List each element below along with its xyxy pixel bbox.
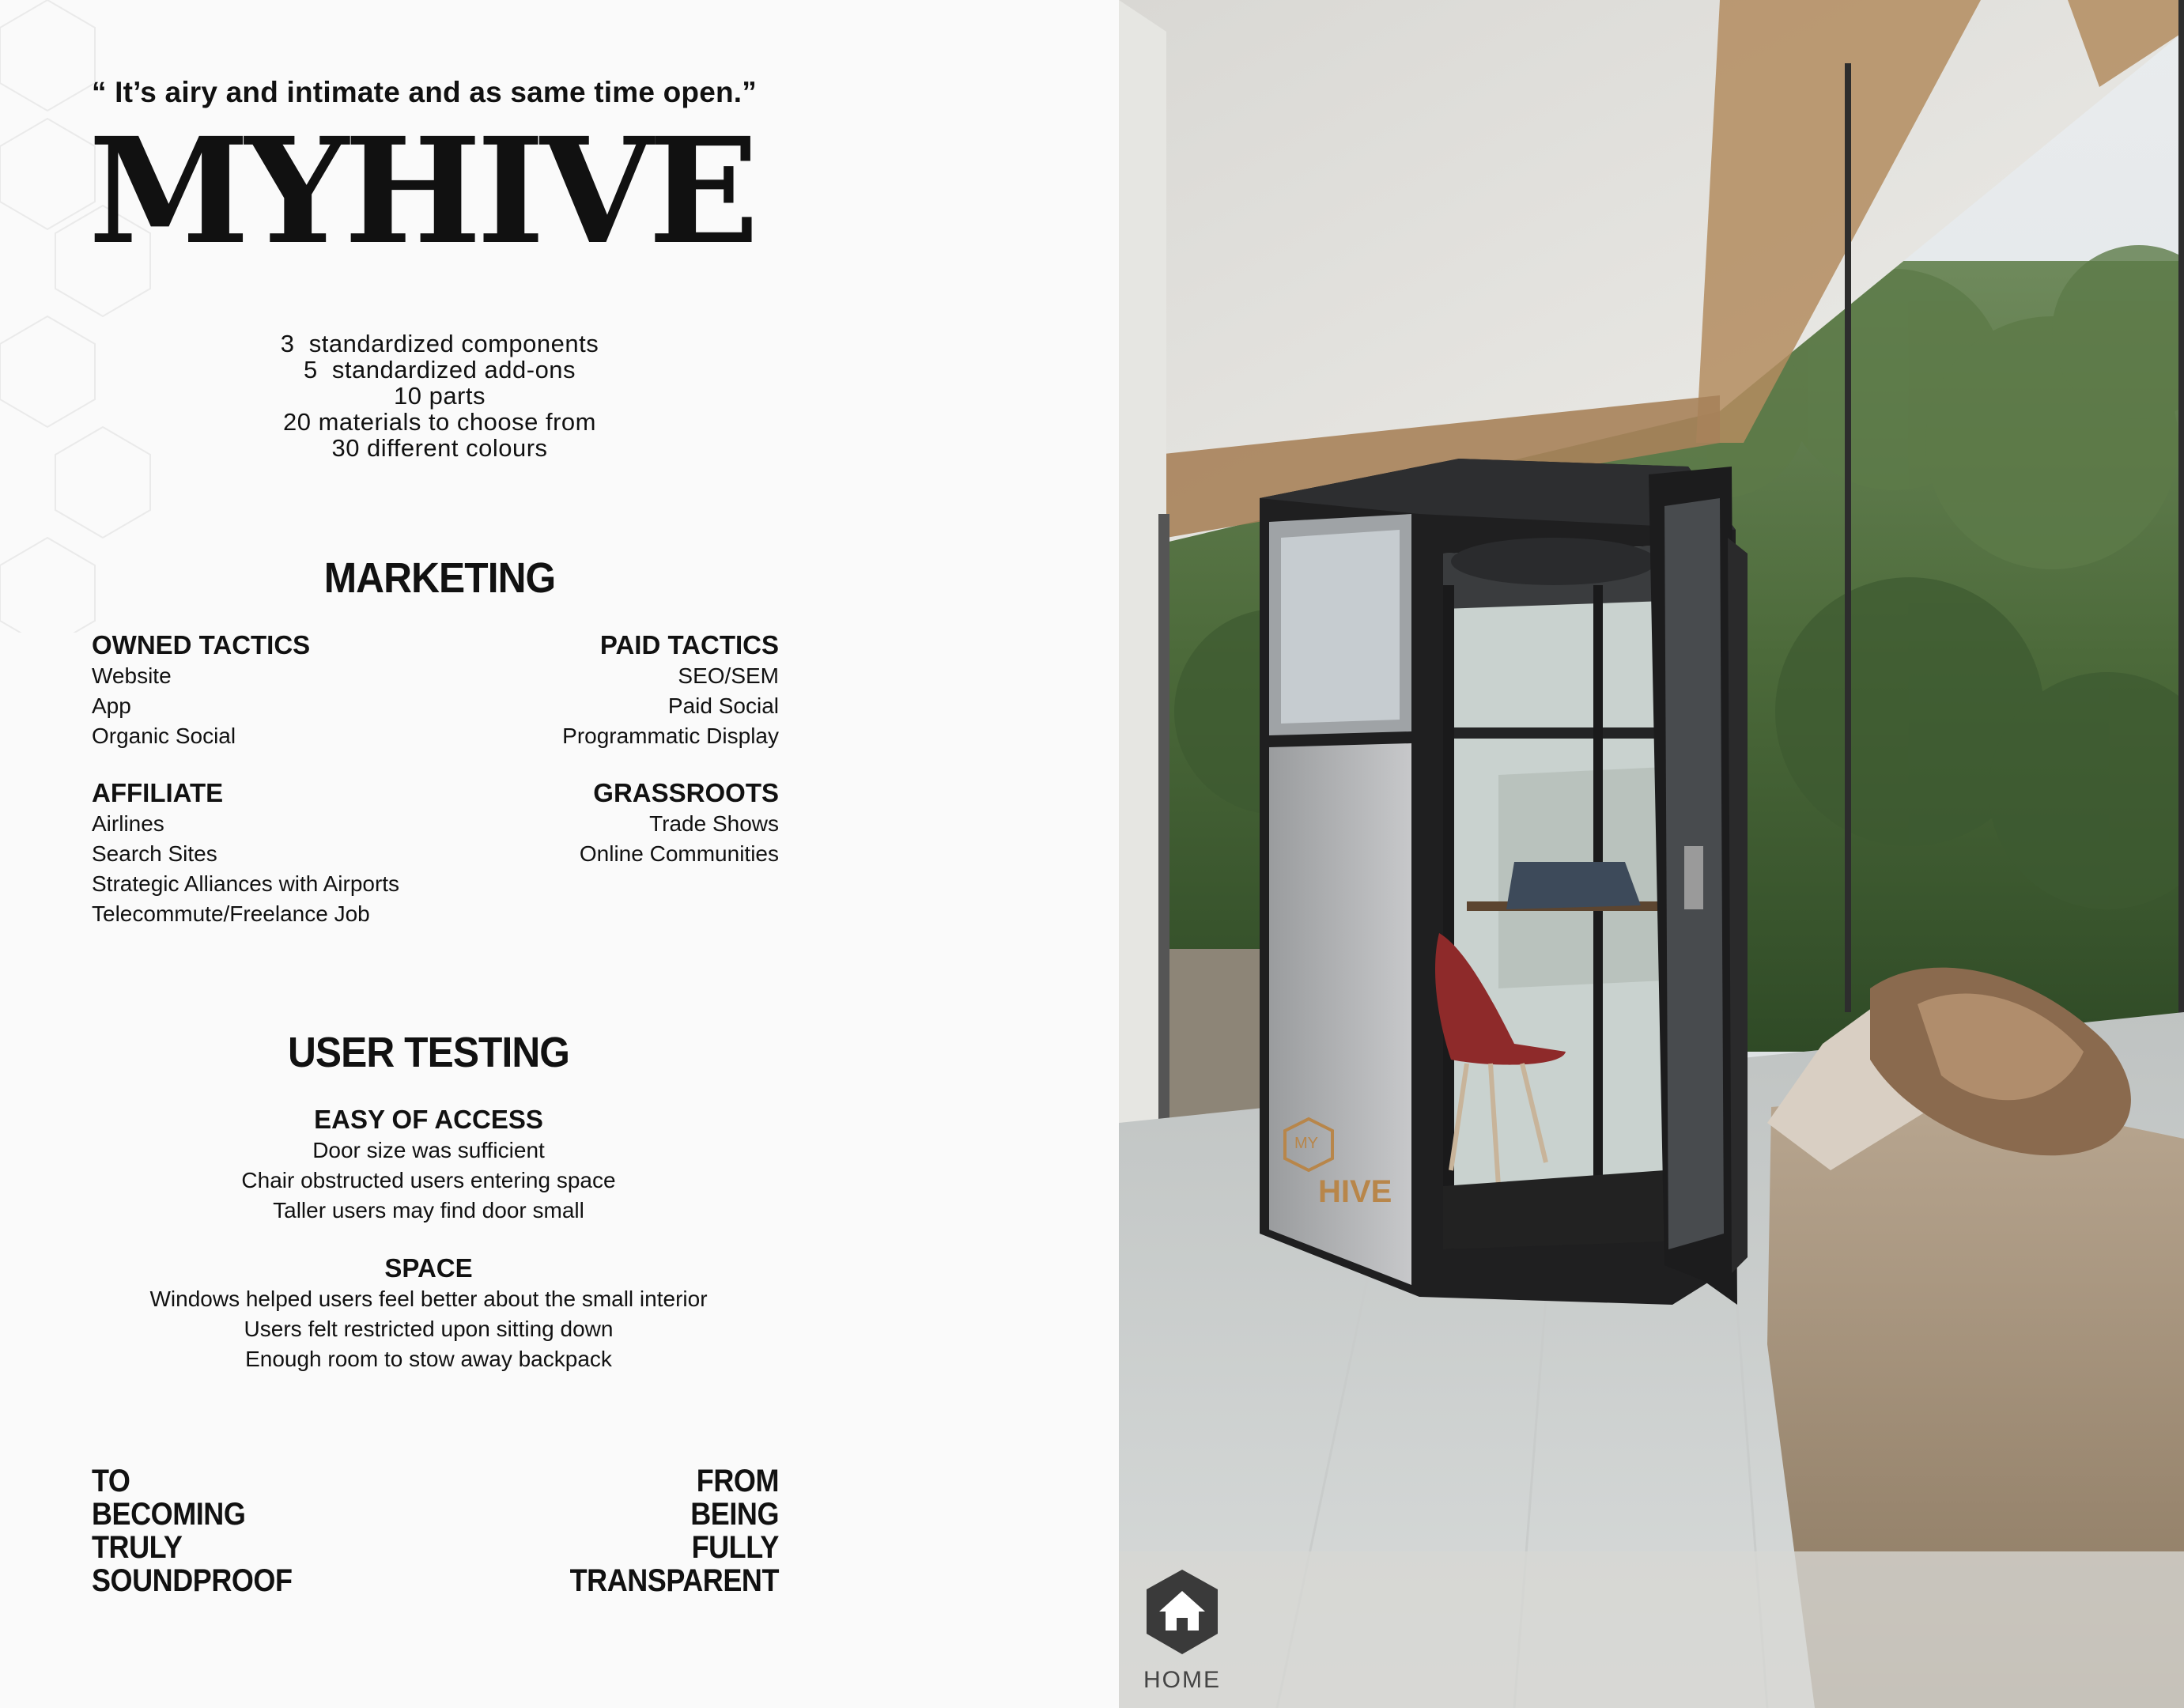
footer-line: BEING: [690, 1497, 779, 1532]
owned-tactics-title: OWNED TACTICS: [92, 630, 311, 659]
house-icon: [1139, 1566, 1226, 1661]
list-item: Programmatic Display: [562, 724, 779, 748]
stat-line: 5 standardized add-ons: [303, 356, 576, 384]
home-label: HOME: [1143, 1667, 1221, 1693]
list-item: Organic Social: [92, 724, 236, 748]
list-item: Taller users may find door small: [273, 1198, 584, 1222]
space-title: SPACE: [384, 1253, 473, 1283]
product-photo: [1119, 0, 2184, 1708]
list-item: Door size was sufficient: [312, 1138, 545, 1162]
bottom-nav-strip: [1119, 1551, 2184, 1708]
stat-line: 30 different colours: [331, 434, 548, 462]
footer-left: [92, 1464, 293, 1597]
footer-line: TRULY: [92, 1530, 183, 1565]
brand-title: MYHIVE: [89, 106, 754, 277]
list-item: Trade Shows: [649, 811, 779, 836]
list-item: Strategic Alliances with Airports: [92, 871, 400, 896]
product-stats: [202, 331, 677, 461]
paid-tactics-title: PAID TACTICS: [599, 630, 779, 659]
list-item: Chair obstructed users entering space: [241, 1168, 616, 1192]
list-item: Online Communities: [579, 841, 779, 866]
grassroots-title: GRASSROOTS: [593, 778, 779, 807]
stat-line: 3 standardized components: [280, 330, 599, 357]
ease-of-access: [112, 1104, 745, 1226]
footer-line: FROM: [696, 1464, 779, 1498]
ease-of-access-title: EASY OF ACCESS: [314, 1105, 543, 1134]
list-item: Website: [92, 663, 172, 688]
home-button[interactable]: [1139, 1566, 1226, 1700]
grassroots: [384, 777, 779, 869]
booth-logo-top: MY: [1294, 1135, 1318, 1152]
stat-line: 10 parts: [393, 382, 486, 410]
list-item: Search Sites: [92, 841, 217, 866]
paid-tactics: [384, 629, 779, 751]
list-item: Telecommute/Freelance Job: [92, 901, 370, 926]
user-testing-heading: USER TESTING: [287, 1029, 570, 1076]
marketing-heading: MARKETING: [323, 554, 556, 602]
list-item: Paid Social: [667, 693, 779, 718]
list-item: Enough room to stow away backpack: [245, 1347, 612, 1371]
list-item: SEO/SEM: [678, 663, 779, 688]
booth-product: [1260, 459, 1748, 1305]
stat-line: 20 materials to choose from: [282, 408, 596, 436]
footer-right: [494, 1464, 779, 1597]
testimonial-quote: “ It’s airy and intimate and as same time open.”: [92, 76, 757, 108]
list-item: Airlines: [92, 811, 164, 836]
list-item: App: [92, 693, 131, 718]
footer-line: SOUNDPROOF: [92, 1563, 293, 1598]
list-item: Users felt restricted upon sitting down: [244, 1317, 614, 1341]
footer-line: FULLY: [691, 1530, 779, 1565]
affiliate-title: AFFILIATE: [92, 778, 224, 807]
footer-line: TO: [92, 1464, 130, 1498]
list-item: Windows helped users feel better about the small interior: [149, 1287, 708, 1311]
space-findings: [112, 1253, 745, 1374]
footer-line: BECOMING: [92, 1497, 246, 1532]
footer-line: TRANSPARENT: [569, 1563, 779, 1598]
booth-logo-bottom: HIVE: [1318, 1174, 1392, 1209]
room-scene: [1119, 0, 2184, 1708]
